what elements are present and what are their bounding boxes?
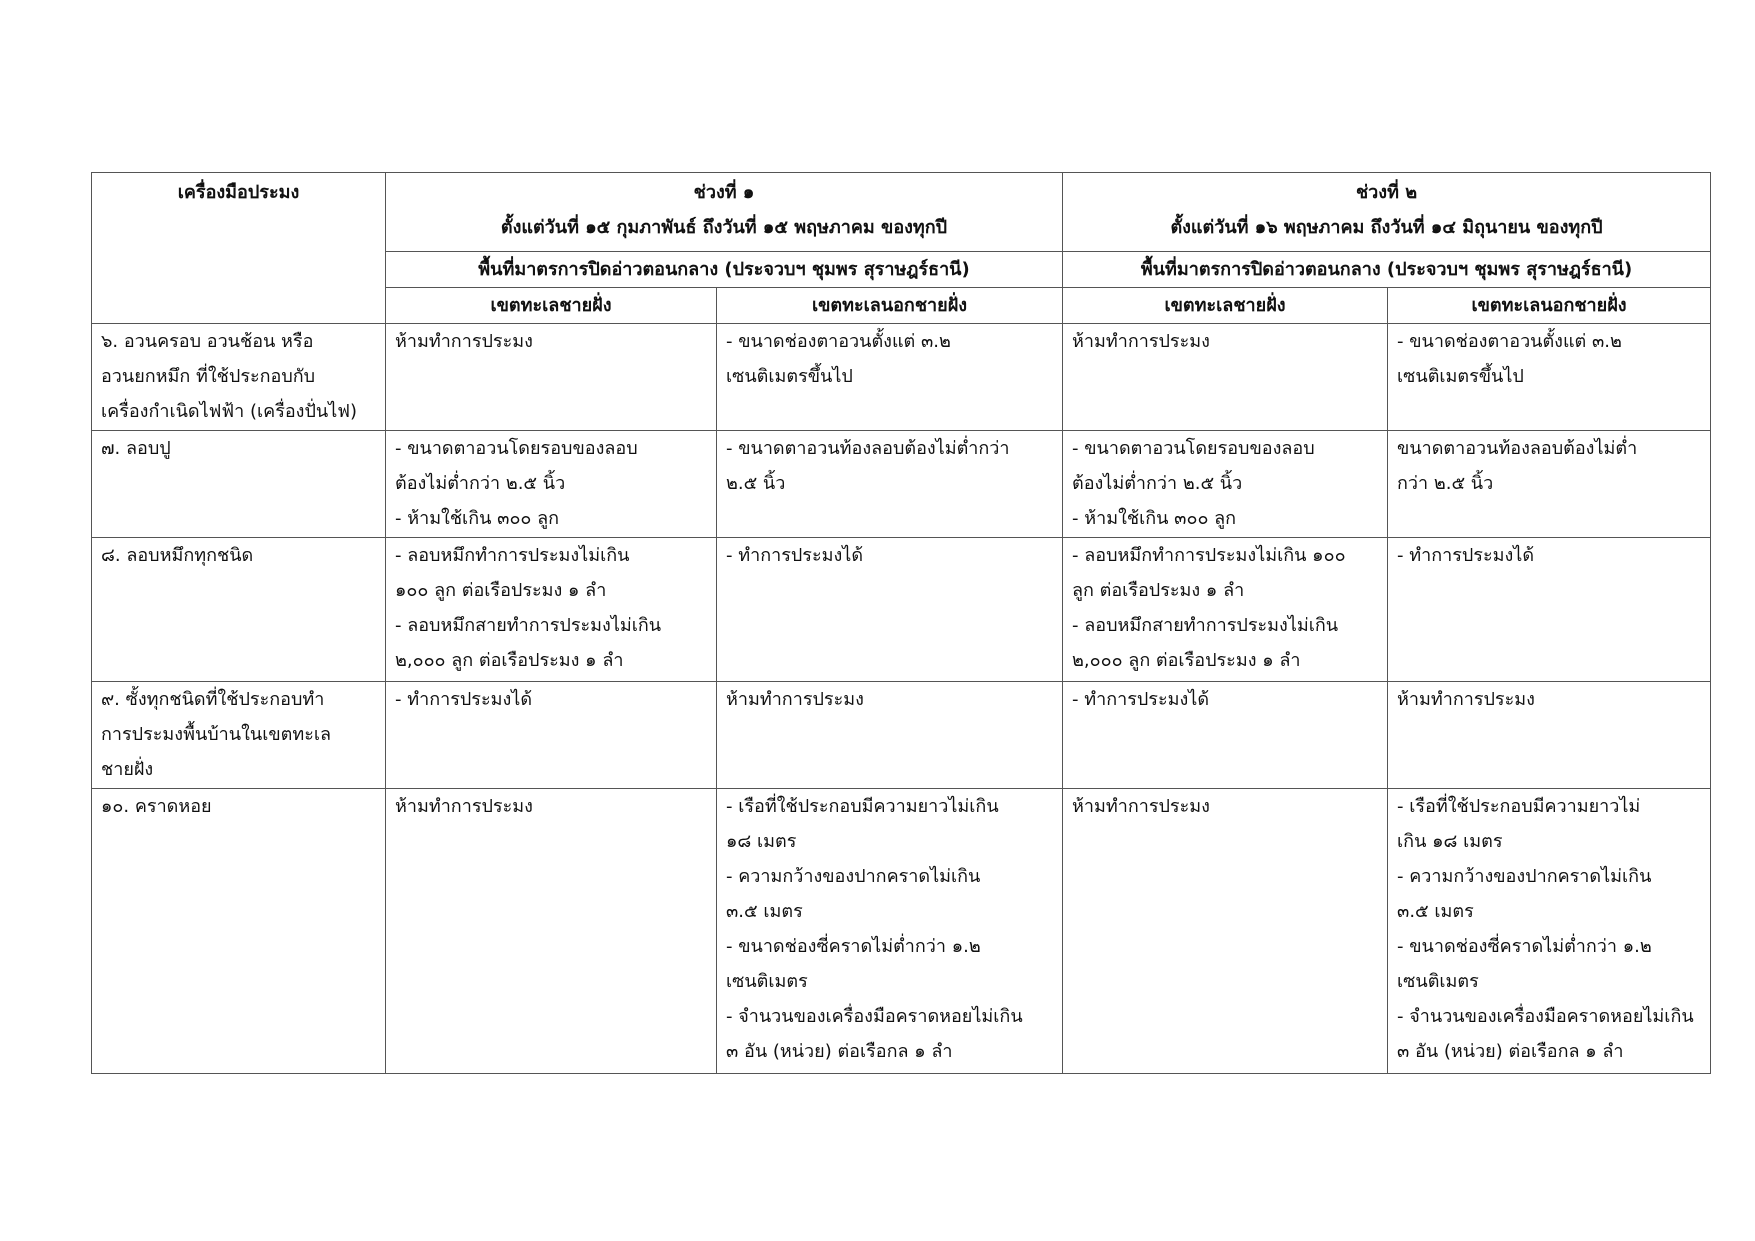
cell-line: ๑๘ เมตร [726,831,797,852]
cell-line: ๒,๐๐๐ ลูก ต่อเรือประมง ๑ ลำ [1072,650,1301,671]
cell-line: ลูก ต่อเรือประมง ๑ ลำ [1072,580,1245,601]
cell-line: ห้ามทำการประมง [395,331,533,352]
tool-cell [92,789,386,1074]
cell-line: - ลอบหมึกสายทำการประมงไม่เกิน [1072,615,1339,636]
period2-coastal-cell [1063,324,1388,431]
cell-line: เซนติเมตรขึ้นไป [1397,366,1524,387]
cell-line: - ลอบหมึกสายทำการประมงไม่เกิน [395,615,662,636]
cell-line: - ลอบหมึกทำการประมงไม่เกิน [395,545,630,566]
cell-line: ๒.๕ นิ้ว [726,473,786,494]
regulation-table [91,172,1711,1074]
table-row [92,538,1711,682]
cell-line: ต้องไม่ต่ำกว่า ๒.๕ นิ้ว [395,473,566,494]
cell-line: - ขนาดช่องซี่คราดไม่ต่ำกว่า ๑.๒ [1397,936,1652,957]
period1-offshore-cell [717,431,1063,538]
cell-line: - ขนาดช่องตาอวนตั้งแต่ ๓.๒ [726,331,951,352]
cell-line: ๓ อัน (หน่วย) ต่อเรือกล ๑ ลำ [1397,1041,1624,1062]
cell-line: - เรือที่ใช้ประกอบมีความยาวไม่เกิน [726,796,999,817]
period2-coastal-cell [1063,789,1388,1074]
cell-line: - ความกว้างของปากคราดไม่เกิน [1397,866,1652,887]
cell-line: - จำนวนของเครื่องมือคราดหอยไม่เกิน [1397,1006,1694,1027]
cell-line: ๓ อัน (หน่วย) ต่อเรือกล ๑ ลำ [726,1041,953,1062]
cell-line: เซนติเมตรขึ้นไป [726,366,853,387]
cell-line: ๖. อวนครอบ อวนช้อน หรือ [101,331,314,352]
period2-area-header: พื้นที่มาตรการปิดอ่าวตอนกลาง (ประจวบฯ ชุมพร สุราษฎร์ธานี) [1063,252,1711,288]
period2-offshore-cell [1388,324,1711,431]
cell-line: - ห้ามใช้เกิน ๓๐๐ ลูก [1072,508,1237,529]
period1-header [386,173,1063,252]
cell-line: - ทำการประมงได้ [395,689,533,710]
cell-line: - ขนาดช่องซี่คราดไม่ต่ำกว่า ๑.๒ [726,936,981,957]
period2-coastal-header: เขตทะเลชายฝั่ง [1063,288,1388,324]
cell-line: เซนติเมตร [726,971,808,992]
period1-title: ช่วงที่ ๑ [693,182,755,203]
cell-line: ๓.๕ เมตร [726,901,803,922]
period1-coastal-cell [386,538,717,682]
period2-offshore-cell [1388,682,1711,789]
cell-line: ห้ามทำการประมง [726,689,864,710]
period2-coastal-cell [1063,538,1388,682]
period2-offshore-header: เขตทะเลนอกชายฝั่ง [1388,288,1711,324]
cell-line: - ห้ามใช้เกิน ๓๐๐ ลูก [395,508,560,529]
tool-cell [92,324,386,431]
period1-date-range: ตั้งแต่วันที่ ๑๕ กุมภาพันธ์ ถึงวันที่ ๑๕ พฤษภาคม ของทุกปี [500,217,948,238]
period1-offshore-cell [717,789,1063,1074]
cell-line: - ขนาดช่องตาอวนตั้งแต่ ๓.๒ [1397,331,1622,352]
period1-offshore-cell [717,538,1063,682]
period1-offshore-header: เขตทะเลนอกชายฝั่ง [717,288,1063,324]
cell-line: ต้องไม่ต่ำกว่า ๒.๕ นิ้ว [1072,473,1243,494]
tool-cell [92,431,386,538]
cell-line: ๒,๐๐๐ ลูก ต่อเรือประมง ๑ ลำ [395,650,624,671]
cell-line: - ทำการประมงได้ [726,545,864,566]
cell-line: - ลอบหมึกทำการประมงไม่เกิน ๑๐๐ [1072,545,1346,566]
period1-coastal-header: เขตทะเลชายฝั่ง [386,288,717,324]
period2-coastal-cell [1063,431,1388,538]
cell-line: - เรือที่ใช้ประกอบมีความยาวไม่ [1397,796,1641,817]
cell-line: ชายฝั่ง [101,759,154,780]
cell-line: เซนติเมตร [1397,971,1479,992]
cell-line: ขนาดตาอวนท้องลอบต้องไม่ต่ำ [1397,438,1638,459]
cell-line: ห้ามทำการประมง [1072,331,1210,352]
cell-line: ๑๐. คราดหอย [101,796,212,817]
period1-coastal-cell [386,324,717,431]
cell-line: - ขนาดตาอวนโดยรอบของลอบ [395,438,638,459]
period2-coastal-cell [1063,682,1388,789]
period2-offshore-cell [1388,789,1711,1074]
period1-coastal-cell [386,789,717,1074]
period2-header [1063,173,1711,252]
cell-line: การประมงพื้นบ้านในเขตทะเล [101,724,332,745]
cell-line: ๗. ลอบปู [101,438,171,459]
tool-cell [92,538,386,682]
cell-line: อวนยกหมึก ที่ใช้ประกอบกับ [101,366,316,387]
period1-offshore-cell [717,682,1063,789]
cell-line: ห้ามทำการประมง [395,796,533,817]
period1-coastal-cell [386,431,717,538]
cell-line: กว่า ๒.๕ นิ้ว [1397,473,1494,494]
cell-line: ๑๐๐ ลูก ต่อเรือประมง ๑ ลำ [395,580,607,601]
period2-title: ช่วงที่ ๒ [1355,182,1418,203]
period1-offshore-cell [717,324,1063,431]
tool-cell [92,682,386,789]
table-row [92,682,1711,789]
cell-line: ๙. ซั้งทุกชนิดที่ใช้ประกอบทำ [101,689,325,710]
period2-date-range: ตั้งแต่วันที่ ๑๖ พฤษภาคม ถึงวันที่ ๑๔ มิถุนายน ของทุกปี [1170,217,1603,238]
cell-line: - ทำการประมงได้ [1397,545,1535,566]
period2-offshore-cell [1388,431,1711,538]
cell-line: - ขนาดตาอวนโดยรอบของลอบ [1072,438,1315,459]
table-row [92,431,1711,538]
fishing-tool-header: เครื่องมือประมง [92,173,386,324]
cell-line: ๘. ลอบหมึกทุกชนิด [101,545,254,566]
cell-line: ห้ามทำการประมง [1397,689,1535,710]
cell-line: - ขนาดตาอวนท้องลอบต้องไม่ต่ำกว่า [726,438,1010,459]
cell-line: ห้ามทำการประมง [1072,796,1210,817]
cell-line: - ทำการประมงได้ [1072,689,1210,710]
cell-line: - จำนวนของเครื่องมือคราดหอยไม่เกิน [726,1006,1023,1027]
cell-line: ๓.๕ เมตร [1397,901,1474,922]
cell-line: เครื่องกำเนิดไฟฟ้า (เครื่องปั่นไฟ) [101,401,358,422]
cell-line: - ความกว้างของปากคราดไม่เกิน [726,866,981,887]
table-row [92,324,1711,431]
period2-offshore-cell [1388,538,1711,682]
period1-coastal-cell [386,682,717,789]
table-row [92,789,1711,1074]
period1-area-header: พื้นที่มาตรการปิดอ่าวตอนกลาง (ประจวบฯ ชุมพร สุราษฎร์ธานี) [386,252,1063,288]
cell-line: เกิน ๑๘ เมตร [1397,831,1503,852]
